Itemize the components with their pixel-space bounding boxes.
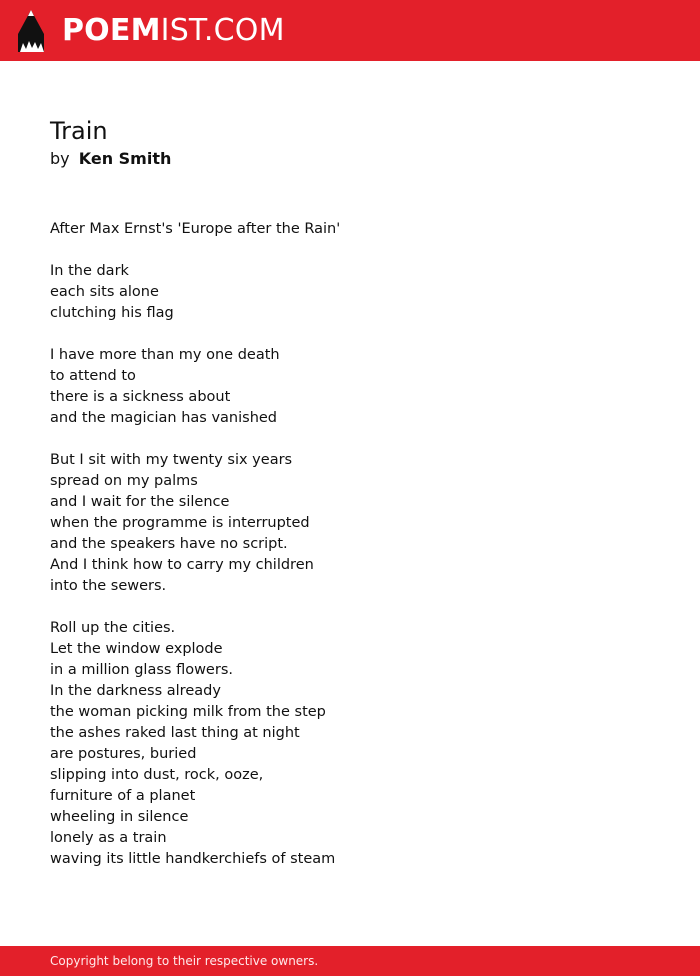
pencil-icon (18, 10, 44, 52)
stanza-break (50, 240, 650, 261)
by-label: by (50, 149, 70, 168)
poem-line: lonely as a train (50, 830, 167, 846)
stanza-break (50, 324, 650, 345)
logo-bold-text: POEM (62, 13, 161, 48)
stanza-break (50, 429, 650, 450)
byline (50, 149, 171, 169)
poem-line: wheeling in silence (50, 809, 189, 825)
poem-line: But I sit with my twenty six years (50, 452, 293, 468)
poem-line: In the darkness already (50, 683, 221, 699)
poem-line: clutching his flag (50, 305, 174, 321)
poem-line: the woman picking milk from the step (50, 704, 326, 720)
logo-light-text: IST.COM (160, 13, 285, 48)
copyright-notice: Copyright belong to their respective owners. (50, 954, 319, 968)
poem-line: I have more than my one death (50, 347, 280, 363)
poem-line: And I think how to carry my children (50, 557, 314, 573)
poem-line: Let the window explode (50, 641, 223, 657)
site-footer (0, 946, 700, 976)
stanza-break (50, 597, 650, 618)
poem-line: and the magician has vanished (50, 410, 278, 426)
poem-line: to attend to (50, 368, 136, 384)
poem-line: slipping into dust, rock, ooze, (50, 767, 264, 783)
poem-body (50, 219, 650, 870)
author-name: Ken Smith (78, 149, 172, 168)
poem-line: furniture of a planet (50, 788, 196, 804)
poem-title: Train (50, 117, 108, 145)
site-header (0, 0, 700, 61)
poem-line: spread on my palms (50, 473, 198, 489)
poem-line: In the dark (50, 263, 129, 279)
poem-line: Roll up the cities. (50, 620, 176, 636)
poem-line: waving its little handkerchiefs of steam (50, 851, 336, 867)
poem-line: when the programme is interrupted (50, 515, 310, 531)
poem-line: there is a sickness about (50, 389, 231, 405)
poem-line: and I wait for the silence (50, 494, 230, 510)
poem-line: in a million glass flowers. (50, 662, 233, 678)
poem-line: and the speakers have no script. (50, 536, 288, 552)
site-logo[interactable] (62, 13, 285, 49)
poem-epigraph: After Max Ernst's 'Europe after the Rain' (50, 221, 341, 237)
poem-line: each sits alone (50, 284, 159, 300)
poem-line: into the sewers. (50, 578, 167, 594)
poem-line: are postures, buried (50, 746, 197, 762)
poem-line: the ashes raked last thing at night (50, 725, 300, 741)
